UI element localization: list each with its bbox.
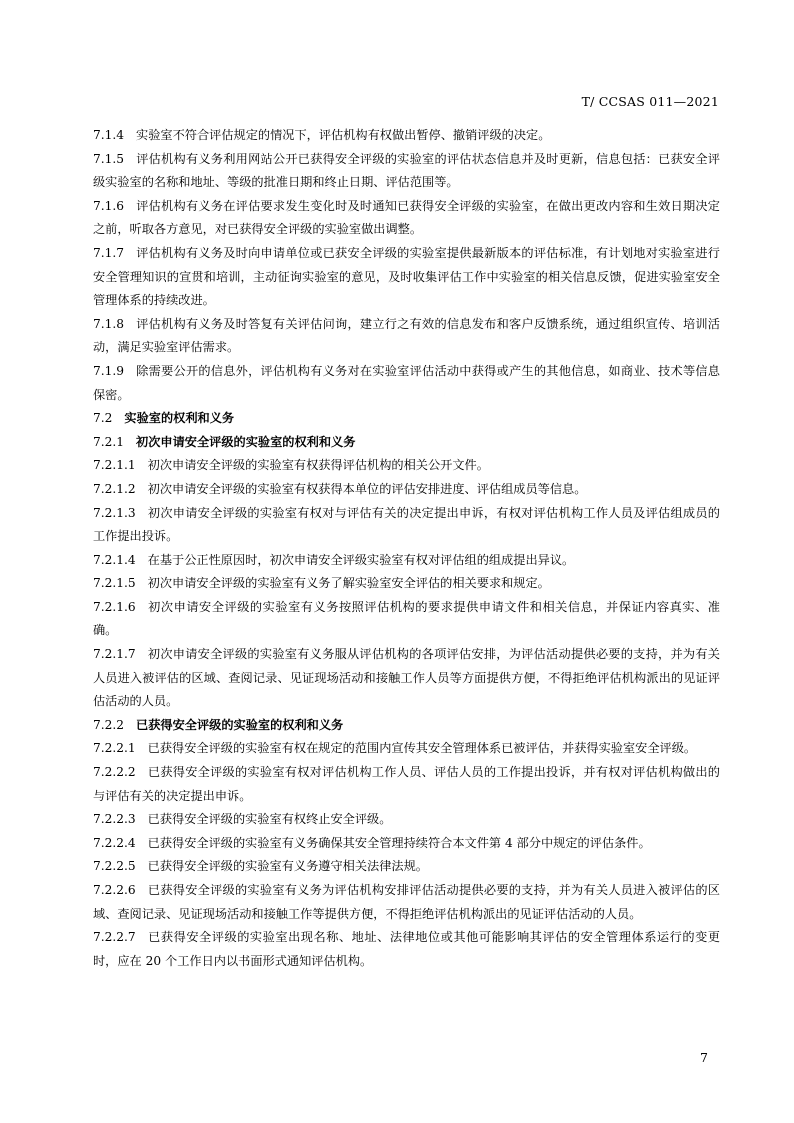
- clause-number: 7.2.2.1: [93, 741, 136, 756]
- clause-7-2-1-1: [93, 454, 720, 478]
- clause-text: 初次申请安全评级的实验室有权获得评估机构的相关公开文件。: [147, 458, 489, 473]
- clause-text: 初次申请安全评级的实验室有权获得本单位的评估安排进度、评估组成员等信息。: [147, 481, 587, 496]
- document-code: T/ CCSAS 011—2021: [581, 94, 719, 109]
- clause-7-2-1-3: [93, 502, 720, 549]
- clause-text: 已获得安全评级的实验室有义务为评估机构安排评估活动提供必要的支持，并为有关人员进入被评估的区域、查阅记录、见证现场活动和接触工作等提供方便，不得拒绝评估机构派出的见证评估活动的人员。: [93, 883, 720, 921]
- clause-number: 7.2.2.3: [93, 812, 136, 827]
- clause-text: 评估机构有义务在评估要求发生变化时及时通知已获得安全评级的实验室，在做出更改内容和生效日期决定之前，听取各方意见，对已获得安全评级的实验室做出调整。: [93, 198, 720, 237]
- clause-text: 已获得安全评级的实验室出现名称、地址、法律地位或其他可能影响其评估的安全管理体系运行的变更时，应在 20 个工作日内以书面形式通知评估机构。: [93, 930, 720, 968]
- clause-7-1-9: [93, 360, 720, 407]
- clause-number: 7.1.8: [93, 316, 125, 331]
- clause-text: 初次申请安全评级的实验室有义务按照评估机构的要求提供申请文件和相关信息，并保证内容真实、准确。: [93, 599, 720, 638]
- clause-number: 7.2.1.6: [93, 599, 136, 614]
- section-number: 7.2.2: [93, 717, 125, 732]
- clause-7-2-2-1: [93, 737, 720, 761]
- clause-number: 7.2.1.5: [93, 576, 136, 591]
- clause-text: 已获得安全评级的实验室有权对评估机构工作人员、评估人员的工作提出投诉，并有权对评估机构做出的与评估有关的决定提出申诉。: [93, 765, 720, 803]
- section-heading-7-2-1: [93, 431, 720, 455]
- clause-7-2-2-7: [93, 926, 720, 973]
- section-number: 7.2.1: [93, 434, 125, 449]
- clause-number: 7.2.2.2: [93, 765, 136, 780]
- document-body: [93, 124, 720, 973]
- page-number: 7: [700, 1050, 708, 1065]
- clause-number: 7.2.2.5: [93, 859, 136, 874]
- clause-text: 初次申请安全评级的实验室有权对与评估有关的决定提出申诉，有权对评估机构工作人员及评估组成员的工作提出投诉。: [93, 505, 720, 544]
- clause-number: 7.2.2.4: [93, 835, 136, 850]
- section-heading-7-2-2: [93, 714, 720, 738]
- clause-7-2-1-6: [93, 596, 720, 643]
- clause-number: 7.2.2.7: [93, 930, 136, 945]
- clause-7-2-1-4: [93, 549, 720, 573]
- clause-number: 7.1.7: [93, 245, 125, 260]
- clause-number: 7.2.1.2: [93, 481, 136, 496]
- clause-text: 已获得安全评级的实验室有义务遵守相关法律法规。: [147, 859, 428, 874]
- clause-text: 除需要公开的信息外，评估机构有义务对在实验室评估活动中获得或产生的其他信息，如商业、技术等信息保密。: [93, 363, 720, 402]
- clause-text: 初次申请安全评级的实验室有义务服从评估机构的各项评估安排，为评估活动提供必要的支持，并为有关人员进入被评估的区域、查阅记录、见证现场活动和接触工作人员等方面提供方便，不得拒绝评估机构派出的见证评估活动的人员。: [93, 647, 720, 709]
- clause-7-1-7: [93, 242, 720, 313]
- section-title: 实验室的权利和义务: [124, 411, 235, 426]
- clause-number: 7.1.6: [93, 198, 125, 213]
- clause-number: 7.2.1.4: [93, 552, 136, 567]
- clause-text: 评估机构有义务利用网站公开已获得安全评级的实验室的评估状态信息并及时更新，信息包括：已获安全评级实验室的名称和地址、等级的批准日期和终止日期、评估范围等。: [93, 151, 720, 190]
- clause-text: 实验室不符合评估规定的情况下，评估机构有权做出暂停、撤销评级的决定。: [136, 128, 551, 142]
- clause-7-1-4: [93, 124, 720, 148]
- clause-text: 已获得安全评级的实验室有权在规定的范围内宣传其安全管理体系已被评估，并获得实验室安全评级。: [147, 741, 697, 756]
- clause-text: 初次申请安全评级的实验室有义务了解实验室安全评估的相关要求和规定。: [147, 576, 550, 591]
- section-number: 7.2: [93, 411, 113, 426]
- clause-number: 7.2.1.1: [93, 458, 136, 473]
- clause-text: 评估机构有义务及时向申请单位或已获安全评级的实验室提供最新版本的评估标准，有计划地对实验室进行安全管理知识的宣贯和培训，主动征询实验室的意见，及时收集评估工作中实验室的相关信息反馈，促进实验室安全管理体系的持续改进。: [93, 245, 720, 308]
- clause-7-1-5: [93, 148, 720, 195]
- clause-7-2-1-2: [93, 478, 720, 502]
- clause-number: 7.1.9: [93, 363, 125, 378]
- clause-7-2-2-5: [93, 855, 720, 879]
- clause-number: 7.1.4: [93, 128, 125, 142]
- clause-7-2-2-4: [93, 832, 720, 856]
- clause-number: 7.1.5: [93, 151, 125, 166]
- clause-text: 在基于公正性原因时，初次申请安全评级实验室有权对评估组的组成提出异议。: [147, 552, 575, 567]
- section-title: 初次申请安全评级的实验室的权利和义务: [136, 434, 356, 449]
- clause-text: 已获得安全评级的实验室有义务确保其安全管理持续符合本文件第 4 部分中规定的评估条件。: [147, 835, 651, 850]
- clause-7-2-2-6: [93, 879, 720, 926]
- clause-7-1-8: [93, 313, 720, 360]
- clause-number: 7.2.1.3: [93, 505, 136, 520]
- clause-7-2-2-3: [93, 808, 720, 832]
- clause-number: 7.2.1.7: [93, 647, 136, 662]
- clause-text: 评估机构有义务及时答复有关评估问询，建立行之有效的信息发布和客户反馈系统，通过组织宣传、培训活动，满足实验室评估需求。: [93, 316, 720, 355]
- clause-7-2-1-5: [93, 572, 720, 596]
- clause-number: 7.2.2.6: [93, 883, 136, 897]
- clause-text: 已获得安全评级的实验室有权终止安全评级。: [147, 812, 392, 827]
- section-title: 已获得安全评级的实验室的权利和义务: [136, 717, 344, 732]
- clause-7-1-6: [93, 195, 720, 242]
- section-heading-7-2: [93, 407, 720, 431]
- clause-7-2-1-7: [93, 643, 720, 714]
- clause-7-2-2-2: [93, 761, 720, 808]
